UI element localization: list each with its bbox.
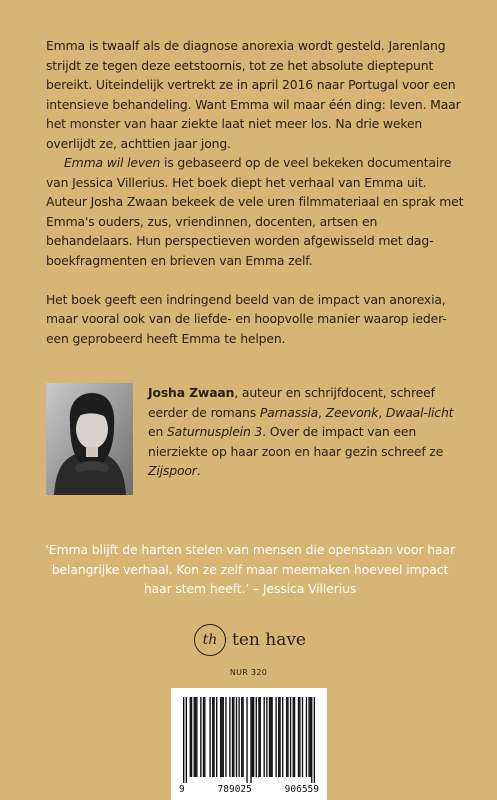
barcode-bar: [225, 697, 226, 777]
barcode-bar: [241, 697, 242, 777]
barcode-bar: [246, 697, 247, 783]
barcode-bar: [279, 697, 280, 777]
barcode-bar: [271, 697, 272, 777]
barcode-bar: [233, 697, 234, 777]
barcode-bar: [269, 697, 270, 777]
barcode-bar: [191, 697, 192, 777]
barcode-bar: [204, 697, 205, 777]
barcode-bar: [216, 697, 217, 777]
barcode-bar: [310, 697, 311, 777]
barcode-bar: [290, 697, 291, 777]
barcode-bar: [256, 697, 257, 777]
barcode-bar: [294, 697, 295, 777]
barcode-bar: [186, 697, 187, 783]
author-photo: [46, 383, 133, 495]
barcode-bar: [252, 697, 253, 777]
barcode-bar: [200, 697, 201, 777]
blurb-paragraph-2-text: is gebaseerd op de veel bekeken documentaire van Jessica Villerius. Het boek diept het verhaal van Emma uit. Auteur Josha Zwaan bekeek de vele uren filmmateriaal en sprak met Emma's ouders, zus, vriendinnen, docenten, artsen en behandelaars. Hun perspectieven worden afgewisseld met dag-boekfragmenten en brieven van Emma zelf.: [46, 155, 464, 268]
barcode-bar: [236, 697, 237, 777]
barcode-bar: [299, 697, 300, 777]
separator: en: [148, 424, 167, 439]
author-bio-text: , auteur en schrijfdocent, schreef eerder de romans: [148, 385, 435, 420]
barcode-bar: [278, 697, 279, 777]
barcode-bar: [220, 697, 221, 777]
barcode-icon: [183, 697, 315, 783]
author-portrait-image: [46, 383, 133, 495]
book-title-saturnusplein: Saturnusplein 3: [166, 424, 263, 439]
barcode-bar: [209, 697, 210, 777]
book-title: Emma wil leven: [64, 155, 161, 170]
book-title-parnassia: Parnassia: [259, 404, 319, 420]
barcode-bar: [306, 697, 307, 777]
barcode-bar: [258, 697, 259, 777]
paragraph-spacer: [46, 270, 466, 290]
barcode-bar: [253, 697, 254, 777]
barcode-bar: [275, 697, 276, 777]
barcode-bar: [308, 697, 309, 777]
barcode-bar: [238, 697, 239, 777]
barcode-bar: [286, 697, 287, 777]
author-bio: [148, 383, 468, 481]
blurb-paragraph-1: Emma is twaalf als de diagnose anorexia wordt gesteld. Jarenlang strijdt ze tegen deze eetstoornis, tot ze het absolute dieptepunt bereikt. Uiteindelijk vertrekt ze in april 2016 naar Portugal voor een intensieve behandeling. Want Emma wil maar één ding: leven. Maar het monster van haar ziekte laat niet meer los. Na drie weken overlijdt ze, achttien jaar jong.: [46, 38, 461, 151]
period: .: [196, 463, 201, 478]
barcode-bar: [282, 697, 283, 777]
isbn-barcode: [171, 688, 327, 800]
book-title-zeevonk: Zeevonk: [325, 404, 379, 420]
barcode-bar: [213, 697, 214, 777]
blurb-paragraph-2: [46, 153, 466, 270]
isbn-group-2: 906559: [284, 784, 319, 795]
publisher-mark-icon: th: [194, 624, 226, 656]
barcode-bar: [221, 697, 222, 777]
separator: ,: [378, 404, 386, 420]
barcode-bar: [196, 697, 197, 777]
author-bio-text: . Over de impact van een nierziekte op haar zoon en haar gezin schreef ze: [148, 424, 444, 459]
barcode-bar: [270, 697, 271, 777]
publisher-name: ten have: [232, 630, 306, 650]
barcode-bar: [212, 697, 213, 777]
barcode-bar: [190, 697, 191, 777]
barcode-bar: [194, 697, 195, 777]
barcode-bar: [287, 697, 288, 777]
blurb-paragraph-3: Het boek geeft een indringend beeld van de impact van anorexia, maar vooral ook van de liefde- en hoopvolle manier waarop ieder-een geprobeerd heeft Emma te helpen.: [46, 291, 447, 346]
barcode-bar: [223, 697, 224, 777]
barcode-bar: [298, 697, 299, 777]
barcode-bar: [260, 697, 261, 777]
barcode-bar: [264, 697, 265, 777]
barcode-bar: [250, 697, 251, 783]
barcode-bar: [293, 697, 294, 777]
separator: ,: [318, 404, 326, 420]
barcode-bar: [203, 697, 204, 777]
isbn-group-1: 789025: [217, 784, 252, 795]
publisher-logo: [194, 623, 306, 657]
nur-code: NUR 320: [229, 668, 268, 677]
isbn-number: [179, 784, 319, 795]
barcode-bar: [229, 697, 230, 777]
barcode-bar: [195, 697, 196, 777]
barcode-bar: [183, 697, 184, 783]
book-title-zijspoor: Zijspoor: [148, 463, 197, 478]
barcode-bar: [302, 697, 303, 777]
barcode-bar: [266, 697, 267, 777]
book-title-dwaallicht: Dwaal-licht: [385, 404, 454, 420]
barcode-bar: [311, 697, 312, 783]
isbn-lead-digit: 9: [179, 784, 185, 795]
barcode-bar: [314, 697, 315, 783]
barcode-bar: [232, 697, 233, 777]
back-cover-blurb: [46, 36, 466, 348]
author-name: Josha Zwaan: [148, 385, 235, 400]
barcode-bar: [242, 697, 243, 777]
endorsement-quote: ‘Emma blijft de harten stelen van mensen die openstaan voor haar belangrijke verhaal. Kon ze zelf maar meemaken hoeveel impact haar stem heeft.’ – Jessica Villerius: [44, 542, 456, 596]
